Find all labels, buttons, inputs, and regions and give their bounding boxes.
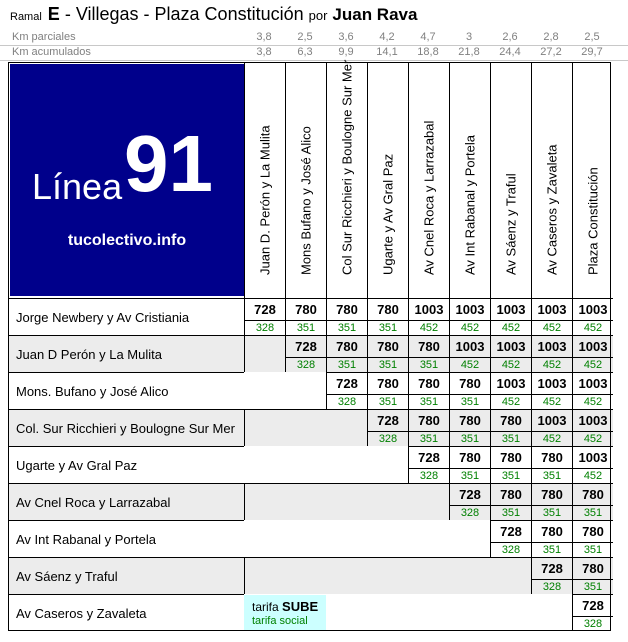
fare-social: 452 xyxy=(491,394,531,408)
fare-cell xyxy=(408,335,449,372)
fare-social: 351 xyxy=(532,468,572,482)
fare-sube: 780 xyxy=(418,339,440,354)
column-header-label: Ugarte y Av Gral Paz xyxy=(380,153,396,275)
fare-sube: 1003 xyxy=(496,339,526,354)
fare-cell xyxy=(449,483,490,520)
row-origin-label: Av Sáenz y Traful xyxy=(8,557,244,594)
ramal-prefix: Ramal xyxy=(10,11,42,23)
fare-sube: 780 xyxy=(377,302,399,317)
km-parcial-value: 4,7 xyxy=(420,31,436,43)
fare-cell xyxy=(490,409,531,446)
fare-sube: 1003 xyxy=(496,376,526,391)
fare-social: 351 xyxy=(327,357,367,371)
fare-social: 452 xyxy=(450,357,490,371)
fare-sube: 780 xyxy=(582,487,604,502)
fare-sube: 1003 xyxy=(455,302,485,317)
fare-sube: 1003 xyxy=(455,339,485,354)
row-origin-label: Ugarte y Av Gral Paz xyxy=(8,446,244,483)
fare-sube: 780 xyxy=(459,450,481,465)
fare-sube: 1003 xyxy=(414,302,444,317)
fare-social: 452 xyxy=(573,320,613,334)
fare-social: 452 xyxy=(573,431,613,445)
fare-cell xyxy=(531,520,572,557)
fare-sube: 728 xyxy=(582,598,604,613)
fare-cell xyxy=(572,372,613,409)
route-name: - Villegas - Plaza Constitución xyxy=(64,4,304,24)
fare-legend xyxy=(244,595,326,631)
fare-cell xyxy=(326,335,367,372)
fare-social: 351 xyxy=(409,394,449,408)
fare-sube: 780 xyxy=(500,487,522,502)
column-header xyxy=(285,62,326,298)
fare-social: 328 xyxy=(245,320,285,334)
fare-cell xyxy=(408,446,449,483)
fare-social: 351 xyxy=(573,542,613,556)
page-header xyxy=(10,4,417,30)
fare-cell xyxy=(449,298,490,335)
column-header xyxy=(244,62,285,298)
fare-cell xyxy=(244,298,285,335)
column-header-label: Av Cnel Roca y Larrazabal xyxy=(421,120,437,275)
km-parcial-value: 3 xyxy=(465,31,473,43)
fare-cell xyxy=(367,298,408,335)
fare-sube: 780 xyxy=(582,524,604,539)
fare-cell xyxy=(449,409,490,446)
legend-sube xyxy=(252,599,318,614)
fare-sube: 728 xyxy=(336,376,358,391)
column-header-label: Juan D. Perón y La Mulita xyxy=(257,125,273,275)
fare-cell xyxy=(531,557,572,594)
row-origin-label: Jorge Newbery y Av Cristiania xyxy=(8,298,244,335)
km-acumulados-label: Km acumulados xyxy=(12,46,91,58)
fare-cell xyxy=(572,520,613,557)
fare-cell xyxy=(531,372,572,409)
fare-social: 351 xyxy=(409,357,449,371)
km-acumulado-value: 6,3 xyxy=(297,46,313,58)
km-parcial-value: 2,5 xyxy=(297,31,313,43)
column-header-label: Col Sur Ricchieri y Boulogne Sur Mer xyxy=(339,59,355,275)
fare-cell xyxy=(572,446,613,483)
fare-social: 351 xyxy=(450,431,490,445)
fare-social: 328 xyxy=(491,542,531,556)
km-acumulado-value: 27,2 xyxy=(540,46,562,58)
por-text: por xyxy=(308,8,328,23)
column-header xyxy=(367,62,408,298)
fare-social: 351 xyxy=(491,505,531,519)
fare-cell xyxy=(490,446,531,483)
fare-sube: 728 xyxy=(459,487,481,502)
fare-sube: 780 xyxy=(459,413,481,428)
line-logo xyxy=(10,64,244,296)
column-header xyxy=(531,62,572,298)
fare-cell xyxy=(367,335,408,372)
fare-cell xyxy=(572,557,613,594)
fare-social: 328 xyxy=(573,616,613,630)
fare-sube: 780 xyxy=(541,487,563,502)
km-acumulado-value: 9,9 xyxy=(338,46,354,58)
fare-social: 452 xyxy=(573,468,613,482)
fare-sube: 780 xyxy=(377,339,399,354)
fare-social: 328 xyxy=(409,468,449,482)
fare-social: 452 xyxy=(532,394,572,408)
row-origin-label: Av Caseros y Zavaleta xyxy=(8,594,244,631)
fare-sube: 728 xyxy=(500,524,522,539)
column-header xyxy=(572,62,613,298)
row-origin-label: Av Int Rabanal y Portela xyxy=(8,520,244,557)
fare-social: 452 xyxy=(532,357,572,371)
fare-sube: 728 xyxy=(295,339,317,354)
column-header-label: Av Int Rabanal y Portela xyxy=(462,135,478,275)
empty-cell-area xyxy=(244,483,449,520)
fare-sube: 780 xyxy=(541,450,563,465)
fare-social: 351 xyxy=(286,320,326,334)
fare-sube: 1003 xyxy=(578,302,608,317)
fare-social: 351 xyxy=(573,579,613,593)
fare-cell xyxy=(490,372,531,409)
fare-social: 452 xyxy=(573,394,613,408)
fare-social: 452 xyxy=(573,357,613,371)
fare-table xyxy=(8,59,611,632)
empty-cell-area xyxy=(244,409,367,446)
fare-social: 452 xyxy=(491,320,531,334)
column-header-label: Mons Bufano y José Alico xyxy=(298,126,314,275)
fare-cell xyxy=(285,335,326,372)
logo-linea-text: Línea xyxy=(32,166,123,207)
km-parcial-value: 2,5 xyxy=(584,31,600,43)
fare-cell xyxy=(490,520,531,557)
fare-social: 351 xyxy=(409,431,449,445)
fare-cell xyxy=(490,335,531,372)
fare-social: 328 xyxy=(286,357,326,371)
fare-cell xyxy=(572,335,613,372)
fare-sube: 780 xyxy=(336,339,358,354)
fare-cell xyxy=(572,594,613,631)
fare-social: 351 xyxy=(450,394,490,408)
fare-sube: 1003 xyxy=(578,450,608,465)
fare-social: 351 xyxy=(450,468,490,482)
fare-sube: 728 xyxy=(254,302,276,317)
row-origin-label: Col. Sur Ricchieri y Boulogne Sur Mer xyxy=(8,409,244,446)
fare-social: 452 xyxy=(532,431,572,445)
empty-cell-area xyxy=(244,557,531,594)
fare-sube: 780 xyxy=(500,413,522,428)
fare-social: 351 xyxy=(368,394,408,408)
fare-cell xyxy=(449,372,490,409)
fare-social: 351 xyxy=(491,468,531,482)
km-acumulado-value: 24,4 xyxy=(499,46,521,58)
fare-social: 351 xyxy=(327,320,367,334)
km-parciales-label: Km parciales xyxy=(12,31,76,43)
fare-social: 452 xyxy=(491,357,531,371)
km-parcial-value: 4,2 xyxy=(379,31,395,43)
km-acumulado-value: 18,8 xyxy=(417,46,439,58)
fare-cell xyxy=(326,372,367,409)
fare-social: 328 xyxy=(450,505,490,519)
km-parcial-value: 2,6 xyxy=(502,31,518,43)
fare-cell xyxy=(367,372,408,409)
fare-cell xyxy=(572,298,613,335)
fare-sube: 1003 xyxy=(578,413,608,428)
column-header xyxy=(449,62,490,298)
fare-cell xyxy=(531,335,572,372)
fare-cell xyxy=(531,483,572,520)
row-origin-label: Juan D Perón y La Mulita xyxy=(8,335,244,372)
fare-sube: 1003 xyxy=(496,302,526,317)
fare-social: 351 xyxy=(491,431,531,445)
fare-social: 452 xyxy=(450,320,490,334)
fare-sube: 780 xyxy=(418,376,440,391)
fare-cell xyxy=(408,409,449,446)
fare-cell xyxy=(490,483,531,520)
fare-sube: 728 xyxy=(418,450,440,465)
km-acumulado-value: 3,8 xyxy=(256,46,272,58)
column-header xyxy=(408,62,449,298)
km-acumulado-value: 21,8 xyxy=(458,46,480,58)
fare-cell xyxy=(408,298,449,335)
fare-cell xyxy=(449,335,490,372)
column-header-label: Av Caseros y Zavaleta xyxy=(544,144,560,275)
fare-social: 351 xyxy=(368,357,408,371)
fare-sube: 728 xyxy=(541,561,563,576)
route-title xyxy=(48,4,304,25)
branch-letter: E xyxy=(47,4,60,24)
km-parciales-row xyxy=(0,30,628,46)
fare-cell xyxy=(408,372,449,409)
fare-social: 351 xyxy=(573,505,613,519)
fare-sube: 780 xyxy=(295,302,317,317)
fare-sube: 1003 xyxy=(537,376,567,391)
column-header-label: Plaza Constitución xyxy=(585,167,601,275)
fare-sube: 1003 xyxy=(537,302,567,317)
legend-sube-word: SUBE xyxy=(282,599,319,614)
fare-social: 328 xyxy=(532,579,572,593)
fare-sube: 780 xyxy=(418,413,440,428)
fare-cell xyxy=(490,298,531,335)
company-name: Juan Rava xyxy=(332,5,418,24)
km-parcial-value: 3,6 xyxy=(338,31,354,43)
fare-social: 452 xyxy=(409,320,449,334)
fare-social: 452 xyxy=(532,320,572,334)
km-parcial-value: 2,8 xyxy=(543,31,559,43)
fare-sube: 780 xyxy=(500,450,522,465)
fare-sube: 728 xyxy=(377,413,399,428)
fare-cell xyxy=(285,298,326,335)
row-origin-label: Mons. Bufano y José Alico xyxy=(8,372,244,409)
fare-sube: 1003 xyxy=(578,339,608,354)
fare-sube: 780 xyxy=(541,524,563,539)
km-acumulado-value: 29,7 xyxy=(581,46,603,58)
km-parcial-value: 3,8 xyxy=(256,31,272,43)
fare-sube: 780 xyxy=(377,376,399,391)
fare-sube: 1003 xyxy=(578,376,608,391)
fare-cell xyxy=(449,446,490,483)
empty-cell-area xyxy=(244,335,285,372)
fare-cell xyxy=(531,298,572,335)
fare-sube: 1003 xyxy=(537,413,567,428)
fare-cell xyxy=(531,409,572,446)
column-header xyxy=(490,62,531,298)
logo-site: tucolectivo.info xyxy=(67,232,187,249)
km-acumulados-row xyxy=(0,45,628,61)
fare-sube: 780 xyxy=(582,561,604,576)
fare-cell xyxy=(572,483,613,520)
fare-sube: 780 xyxy=(336,302,358,317)
fare-social: 351 xyxy=(532,542,572,556)
row-origin-label: Av Cnel Roca y Larrazabal xyxy=(8,483,244,520)
fare-sube: 1003 xyxy=(537,339,567,354)
fare-social: 351 xyxy=(532,505,572,519)
fare-cell xyxy=(367,409,408,446)
legend-tarifa-word: tarifa xyxy=(252,600,279,614)
fare-sube: 780 xyxy=(459,376,481,391)
fare-social: 351 xyxy=(368,320,408,334)
fare-cell xyxy=(572,409,613,446)
fare-social: 328 xyxy=(327,394,367,408)
logo-line-number: 91 xyxy=(124,119,213,208)
fare-social: 328 xyxy=(368,431,408,445)
column-header-label: Av Sáenz y Traful xyxy=(503,173,519,275)
column-header xyxy=(326,59,367,298)
fare-cell xyxy=(531,446,572,483)
legend-social: tarifa social xyxy=(252,615,308,627)
km-acumulado-value: 14,1 xyxy=(376,46,398,58)
fare-cell xyxy=(326,298,367,335)
